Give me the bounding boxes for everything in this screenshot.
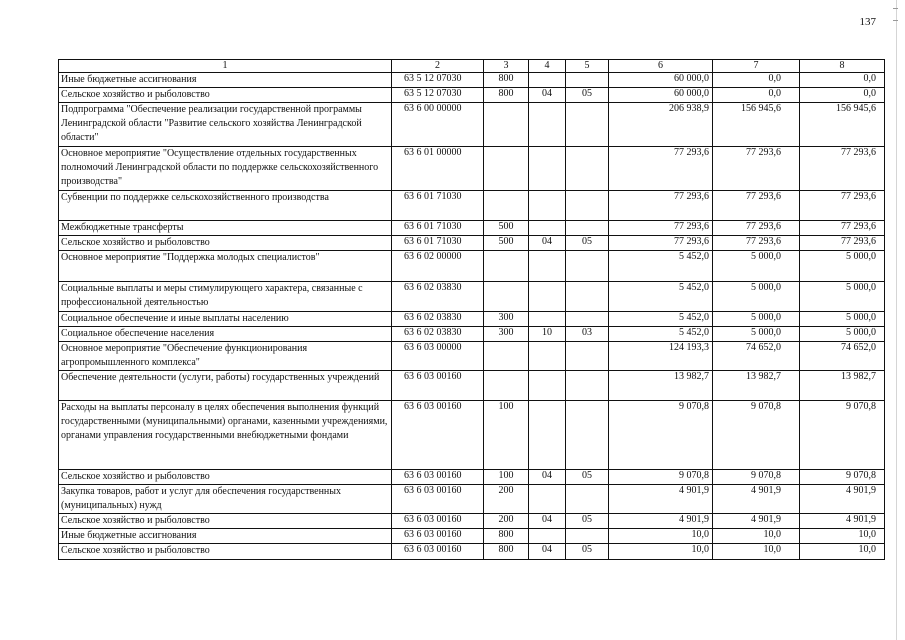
row-section [529, 529, 566, 544]
row-amount-col8: 4 901,9 [800, 514, 885, 529]
row-amount-col7: 77 293,6 [713, 147, 800, 191]
page-number: 137 [859, 16, 876, 28]
row-name: Расходы на выплаты персоналу в целях обеспечения выполнения функций государственными (муниципальными) органами, казенными учреждениями, органами управления государственными внебюджетными фондами [59, 401, 392, 470]
row-section: 04 [529, 236, 566, 251]
row-amount-col8: 4 901,9 [800, 485, 885, 514]
row-amount-col6: 10,0 [609, 529, 713, 544]
row-section [529, 342, 566, 371]
row-amount-col6: 4 901,9 [609, 485, 713, 514]
budget-row [59, 327, 885, 342]
row-expense-type: 800 [484, 544, 529, 560]
row-amount-col7: 74 652,0 [713, 342, 800, 371]
row-amount-col7: 10,0 [713, 529, 800, 544]
row-name: Сельское хозяйство и рыболовство [59, 544, 392, 560]
row-name: Сельское хозяйство и рыболовство [59, 514, 392, 529]
row-amount-col6: 77 293,6 [609, 147, 713, 191]
row-name: Закупка товаров, работ и услуг для обеспечения государственных (муниципальных) нужд [59, 485, 392, 514]
row-name: Основное мероприятие "Осуществление отдельных государственных полномочий Ленинградской области по поддержке сельскохозяйственного производства" [59, 147, 392, 191]
row-amount-col7: 13 982,7 [713, 371, 800, 401]
row-amount-col6: 5 452,0 [609, 327, 713, 342]
row-code: 63 6 03 00000 [392, 342, 484, 371]
row-expense-type: 300 [484, 327, 529, 342]
row-section [529, 147, 566, 191]
row-subsection [566, 485, 609, 514]
column-number: 2 [392, 60, 484, 73]
row-section [529, 485, 566, 514]
budget-row [59, 88, 885, 103]
row-section: 04 [529, 470, 566, 485]
row-name: Основное мероприятие "Поддержка молодых специалистов" [59, 251, 392, 282]
budget-row [59, 544, 885, 560]
row-amount-col8: 5 000,0 [800, 327, 885, 342]
row-name: Подпрограмма "Обеспечение реализации государственной программы Ленинградской области "Развитие сельского хозяйства Ленинградской области" [59, 103, 392, 147]
row-name: Социальные выплаты и меры стимулирующего характера, связанные с профессиональной деятельностью [59, 282, 392, 312]
row-section [529, 191, 566, 221]
row-amount-col6: 77 293,6 [609, 221, 713, 236]
row-amount-col8: 5 000,0 [800, 282, 885, 312]
row-subsection: 05 [566, 514, 609, 529]
row-code: 63 6 02 03830 [392, 282, 484, 312]
row-subsection [566, 282, 609, 312]
row-code: 63 5 12 07030 [392, 88, 484, 103]
row-section [529, 103, 566, 147]
row-name: Иные бюджетные ассигнования [59, 73, 392, 88]
row-amount-col7: 5 000,0 [713, 251, 800, 282]
budget-row [59, 485, 885, 514]
column-number: 4 [529, 60, 566, 73]
row-name: Межбюджетные трансферты [59, 221, 392, 236]
row-amount-col6: 124 193,3 [609, 342, 713, 371]
row-amount-col8: 74 652,0 [800, 342, 885, 371]
row-code: 63 6 00 00000 [392, 103, 484, 147]
row-amount-col8: 9 070,8 [800, 470, 885, 485]
row-name: Обеспечение деятельности (услуги, работы) государственных учреждений [59, 371, 392, 401]
row-name: Сельское хозяйство и рыболовство [59, 470, 392, 485]
row-code: 63 6 01 00000 [392, 147, 484, 191]
row-amount-col7: 5 000,0 [713, 327, 800, 342]
row-amount-col6: 60 000,0 [609, 88, 713, 103]
row-amount-col8: 0,0 [800, 73, 885, 88]
row-expense-type: 800 [484, 88, 529, 103]
row-amount-col8: 77 293,6 [800, 221, 885, 236]
row-amount-col6: 4 901,9 [609, 514, 713, 529]
column-number: 3 [484, 60, 529, 73]
row-amount-col7: 9 070,8 [713, 470, 800, 485]
row-name: Социальное обеспечение и иные выплаты населению [59, 312, 392, 327]
row-subsection [566, 251, 609, 282]
row-code: 63 6 02 03830 [392, 327, 484, 342]
row-amount-col8: 77 293,6 [800, 191, 885, 221]
row-section [529, 251, 566, 282]
budget-row [59, 191, 885, 221]
row-amount-col7: 5 000,0 [713, 282, 800, 312]
row-name: Субвенции по поддержке сельскохозяйственного производства [59, 191, 392, 221]
row-section: 04 [529, 88, 566, 103]
budget-row [59, 312, 885, 327]
row-section [529, 401, 566, 470]
row-amount-col8: 13 982,7 [800, 371, 885, 401]
budget-row [59, 147, 885, 191]
row-section: 10 [529, 327, 566, 342]
row-subsection [566, 191, 609, 221]
budget-row [59, 221, 885, 236]
row-name: Иные бюджетные ассигнования [59, 529, 392, 544]
row-amount-col6: 13 982,7 [609, 371, 713, 401]
row-code: 63 6 03 00160 [392, 529, 484, 544]
row-amount-col7: 156 945,6 [713, 103, 800, 147]
column-number: 1 [59, 60, 392, 73]
row-code: 63 6 03 00160 [392, 485, 484, 514]
row-subsection: 03 [566, 327, 609, 342]
budget-row [59, 342, 885, 371]
row-section: 04 [529, 544, 566, 560]
row-amount-col7: 77 293,6 [713, 221, 800, 236]
row-amount-col8: 77 293,6 [800, 147, 885, 191]
row-amount-col6: 60 000,0 [609, 73, 713, 88]
row-subsection [566, 312, 609, 327]
row-code: 63 6 02 00000 [392, 251, 484, 282]
row-expense-type [484, 371, 529, 401]
budget-row [59, 514, 885, 529]
row-amount-col6: 5 452,0 [609, 312, 713, 327]
scan-edge-tick [893, 20, 898, 21]
row-amount-col7: 4 901,9 [713, 485, 800, 514]
row-subsection [566, 147, 609, 191]
column-number: 7 [713, 60, 800, 73]
row-expense-type: 800 [484, 73, 529, 88]
row-subsection: 05 [566, 544, 609, 560]
budget-row [59, 236, 885, 251]
column-number: 6 [609, 60, 713, 73]
budget-row [59, 401, 885, 470]
budget-row [59, 282, 885, 312]
row-amount-col6: 77 293,6 [609, 236, 713, 251]
row-subsection [566, 103, 609, 147]
row-expense-type: 200 [484, 485, 529, 514]
row-amount-col6: 206 938,9 [609, 103, 713, 147]
row-section: 04 [529, 514, 566, 529]
row-amount-col6: 10,0 [609, 544, 713, 560]
row-expense-type [484, 147, 529, 191]
row-amount-col7: 4 901,9 [713, 514, 800, 529]
budget-row [59, 371, 885, 401]
row-amount-col6: 9 070,8 [609, 401, 713, 470]
row-section [529, 371, 566, 401]
row-name: Сельское хозяйство и рыболовство [59, 236, 392, 251]
row-expense-type [484, 251, 529, 282]
row-amount-col8: 10,0 [800, 529, 885, 544]
column-number: 8 [800, 60, 885, 73]
row-amount-col7: 77 293,6 [713, 191, 800, 221]
row-subsection [566, 371, 609, 401]
budget-row [59, 73, 885, 88]
row-amount-col8: 10,0 [800, 544, 885, 560]
row-code: 63 6 03 00160 [392, 514, 484, 529]
row-expense-type [484, 191, 529, 221]
row-amount-col7: 10,0 [713, 544, 800, 560]
row-amount-col6: 9 070,8 [609, 470, 713, 485]
row-amount-col6: 5 452,0 [609, 282, 713, 312]
row-subsection [566, 401, 609, 470]
row-name: Основное мероприятие "Обеспечение функционирования агропромышленного комплекса" [59, 342, 392, 371]
row-amount-col8: 9 070,8 [800, 401, 885, 470]
scan-edge-tick [893, 8, 898, 9]
row-amount-col7: 77 293,6 [713, 236, 800, 251]
row-code: 63 5 12 07030 [392, 73, 484, 88]
budget-table-body [59, 60, 885, 560]
row-amount-col6: 5 452,0 [609, 251, 713, 282]
budget-row [59, 103, 885, 147]
row-code: 63 6 01 71030 [392, 221, 484, 236]
row-section [529, 73, 566, 88]
row-name: Социальное обеспечение населения [59, 327, 392, 342]
row-name: Сельское хозяйство и рыболовство [59, 88, 392, 103]
column-number: 5 [566, 60, 609, 73]
row-amount-col7: 5 000,0 [713, 312, 800, 327]
row-subsection: 05 [566, 470, 609, 485]
row-code: 63 6 03 00160 [392, 544, 484, 560]
row-code: 63 6 03 00160 [392, 371, 484, 401]
row-expense-type: 800 [484, 529, 529, 544]
row-amount-col7: 0,0 [713, 73, 800, 88]
row-code: 63 6 01 71030 [392, 236, 484, 251]
budget-row [59, 529, 885, 544]
row-amount-col8: 5 000,0 [800, 251, 885, 282]
row-amount-col8: 0,0 [800, 88, 885, 103]
row-expense-type: 100 [484, 470, 529, 485]
row-expense-type: 500 [484, 236, 529, 251]
budget-table [58, 59, 885, 560]
row-amount-col8: 156 945,6 [800, 103, 885, 147]
row-code: 63 6 01 71030 [392, 191, 484, 221]
scan-edge-line [896, 0, 897, 640]
row-expense-type [484, 103, 529, 147]
row-section [529, 221, 566, 236]
row-subsection [566, 221, 609, 236]
row-expense-type: 300 [484, 312, 529, 327]
row-section [529, 282, 566, 312]
row-subsection [566, 342, 609, 371]
row-expense-type: 500 [484, 221, 529, 236]
row-amount-col6: 77 293,6 [609, 191, 713, 221]
row-expense-type: 100 [484, 401, 529, 470]
row-expense-type [484, 282, 529, 312]
row-subsection [566, 73, 609, 88]
budget-row [59, 251, 885, 282]
row-code: 63 6 02 03830 [392, 312, 484, 327]
row-subsection: 05 [566, 88, 609, 103]
column-number-row [59, 60, 885, 73]
row-code: 63 6 03 00160 [392, 470, 484, 485]
row-subsection [566, 529, 609, 544]
budget-row [59, 470, 885, 485]
row-expense-type [484, 342, 529, 371]
row-amount-col8: 5 000,0 [800, 312, 885, 327]
row-code: 63 6 03 00160 [392, 401, 484, 470]
row-amount-col8: 77 293,6 [800, 236, 885, 251]
row-expense-type: 200 [484, 514, 529, 529]
row-amount-col7: 9 070,8 [713, 401, 800, 470]
row-section [529, 312, 566, 327]
row-subsection: 05 [566, 236, 609, 251]
row-amount-col7: 0,0 [713, 88, 800, 103]
